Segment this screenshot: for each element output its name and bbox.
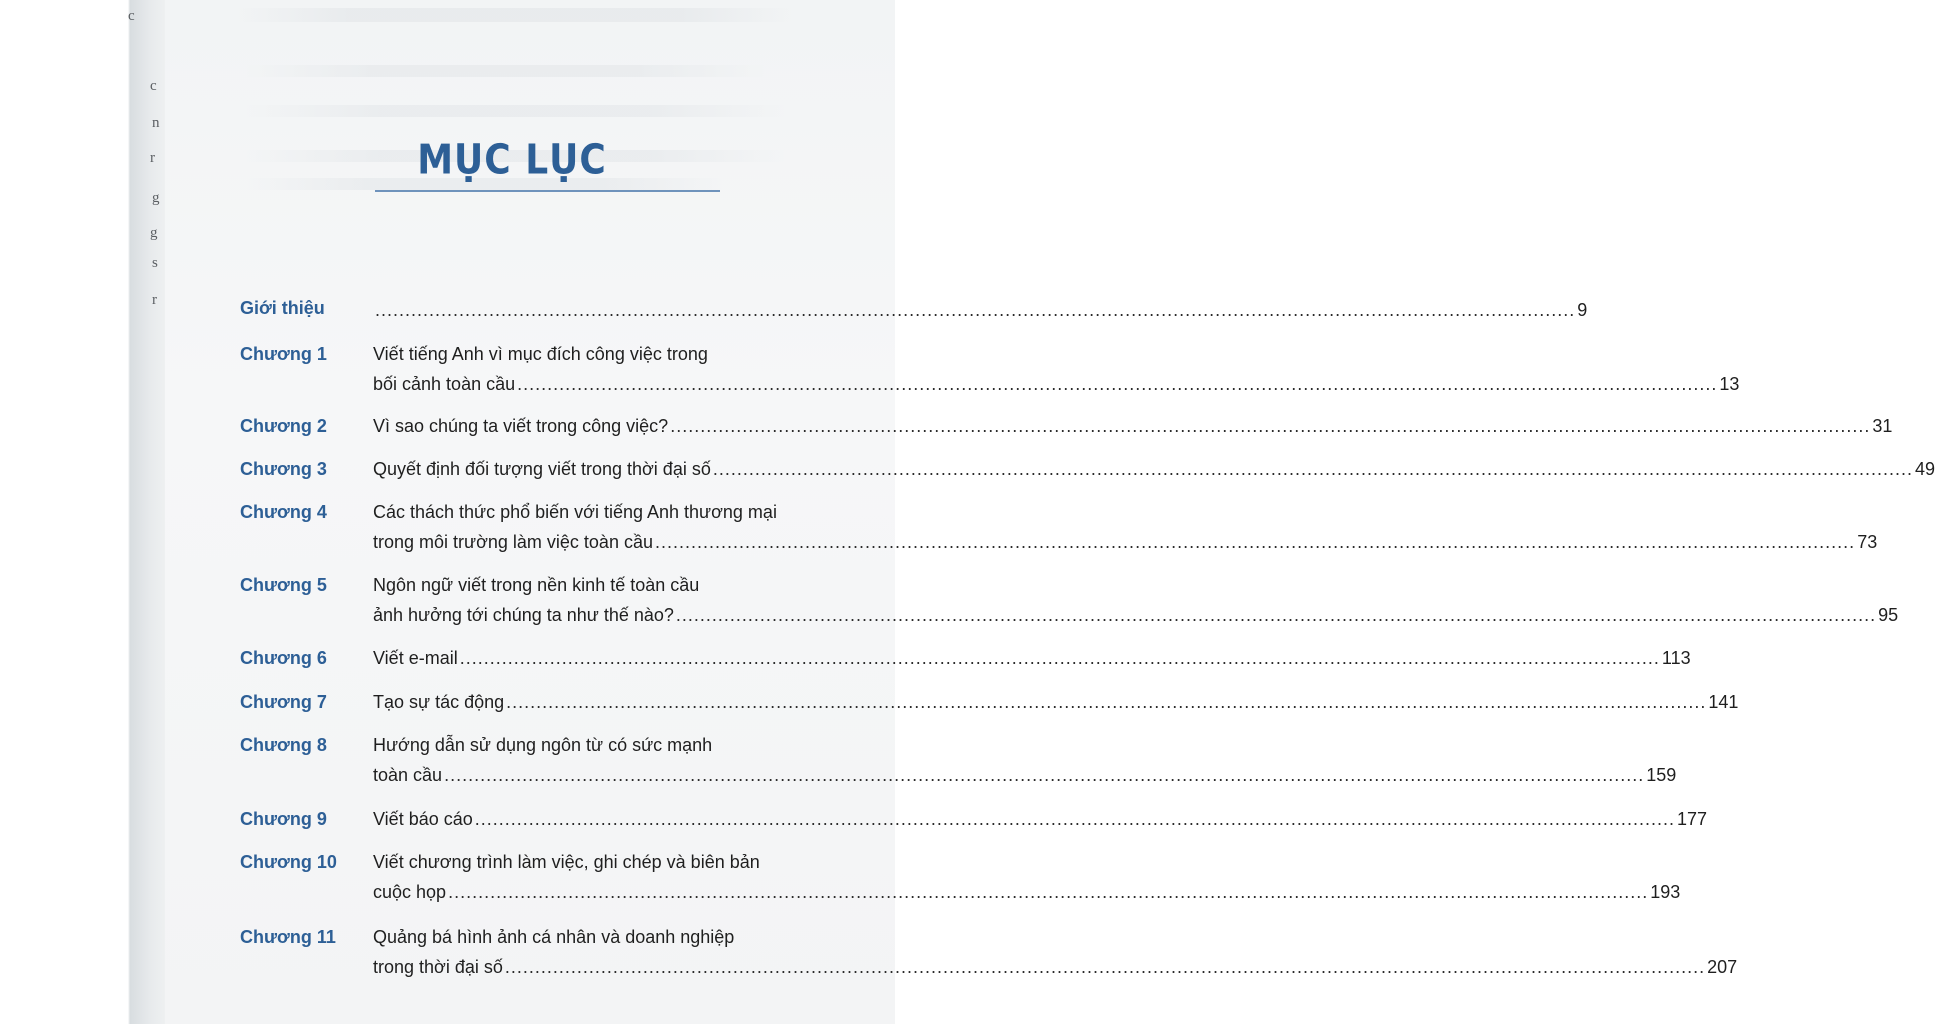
chapter-label: Chương 10: [240, 852, 337, 872]
chapter-label: Chương 9: [240, 809, 327, 829]
edge-glyph: c: [150, 78, 157, 94]
dot-leader: ........................................................................................................................................................................................................: [474, 809, 1675, 829]
chapter-title-line: Viết báo cáo: [373, 809, 473, 829]
dot-leader: ........................................................................................................................................................................................................: [675, 605, 1877, 625]
chapter-label: Chương 6: [240, 648, 327, 668]
chapter-title-line: bối cảnh toàn cầu: [373, 374, 516, 394]
chapter-title-line: Hướng dẫn sử dụng ngôn từ có sức mạnh: [373, 735, 713, 755]
chapter-title-line: trong môi trường làm việc toàn cầu: [373, 532, 653, 552]
chapter-title-line: Viết chương trình làm việc, ghi chép và biên bản: [373, 852, 760, 872]
page-number: 95: [1878, 605, 1899, 625]
dot-leader: ........................................................................................................................................................................................................: [670, 416, 1871, 436]
chapter-title-line: cuộc họp: [373, 882, 447, 902]
edge-glyph: n: [152, 115, 160, 131]
chapter-label: Giới thiệu: [240, 298, 325, 318]
page-number: 73: [1857, 532, 1878, 552]
dot-leader: ........................................................................................................................................................................................................: [517, 374, 1718, 394]
chapter-label: Chương 3: [240, 459, 327, 479]
dot-leader: ........................................................................................................................................................................................................: [375, 300, 1576, 320]
page-number: 159: [1646, 765, 1677, 785]
page-number: 193: [1650, 882, 1681, 902]
edge-glyph: r: [150, 150, 155, 166]
chapter-label: Chương 5: [240, 575, 327, 595]
chapter-title-line: toàn cầu: [373, 765, 443, 785]
chapter-title-line: Các thách thức phổ biến với tiếng Anh thương mại: [373, 502, 777, 522]
edge-glyph: r: [152, 292, 157, 308]
title-underline: [375, 190, 720, 192]
page-number: 31: [1872, 416, 1893, 436]
page-number: 9: [1577, 300, 1588, 320]
dot-leader: ........................................................................................................................................................................................................: [444, 765, 1645, 785]
edge-glyph: s: [152, 255, 158, 271]
page-number: 113: [1661, 648, 1691, 668]
dot-leader: ........................................................................................................................................................................................................: [506, 692, 1707, 712]
dot-leader: ........................................................................................................................................................................................................: [459, 648, 1660, 668]
dot-leader: ........................................................................................................................................................................................................: [504, 957, 1706, 977]
page-number: 141: [1708, 692, 1739, 712]
chapter-title-line: ảnh hưởng tới chúng ta như thế nào?: [373, 605, 674, 625]
edge-glyph: g: [152, 190, 160, 206]
chapter-title-line: trong thời đại số: [373, 957, 503, 977]
bleed-through: [235, 8, 795, 22]
chapter-title-line: Vì sao chúng ta viết trong công việc?: [373, 416, 669, 436]
chapter-label: Chương 2: [240, 416, 327, 436]
page-number: 207: [1707, 957, 1738, 977]
page-title: MỤC LỤC: [417, 136, 607, 185]
page-number: 13: [1719, 374, 1740, 394]
chapter-title-line: Tạo sự tác động: [373, 692, 505, 712]
page-number: 177: [1676, 809, 1707, 829]
edge-glyph: g: [150, 225, 158, 241]
chapter-title-line: Viết tiếng Anh vì mục đích công việc trong: [373, 344, 708, 364]
chapter-label: Chương 8: [240, 735, 327, 755]
bleed-through: [245, 105, 785, 117]
chapter-title-line: Quảng bá hình ảnh cá nhân và doanh nghiệp: [373, 927, 735, 947]
dot-leader: ........................................................................................................................................................................................................: [448, 882, 1649, 902]
chapter-label: Chương 4: [240, 502, 327, 522]
chapter-title-line: Viết e-mail: [373, 648, 458, 668]
page-number: 49: [1915, 459, 1935, 479]
chapter-label: Chương 1: [240, 344, 327, 364]
bleed-through: [245, 65, 765, 77]
chapter-label: Chương 7: [240, 692, 327, 712]
chapter-label: Chương 11: [240, 927, 336, 947]
chapter-title-line: Ngôn ngữ viết trong nền kinh tế toàn cầu: [373, 575, 700, 595]
dot-leader: ........................................................................................................................................................................................................: [654, 532, 1856, 552]
edge-glyph: c: [128, 8, 135, 24]
dot-leader: ........................................................................................................................................................................................................: [712, 459, 1914, 479]
chapter-title-line: Quyết định đối tượng viết trong thời đại số: [373, 459, 711, 479]
